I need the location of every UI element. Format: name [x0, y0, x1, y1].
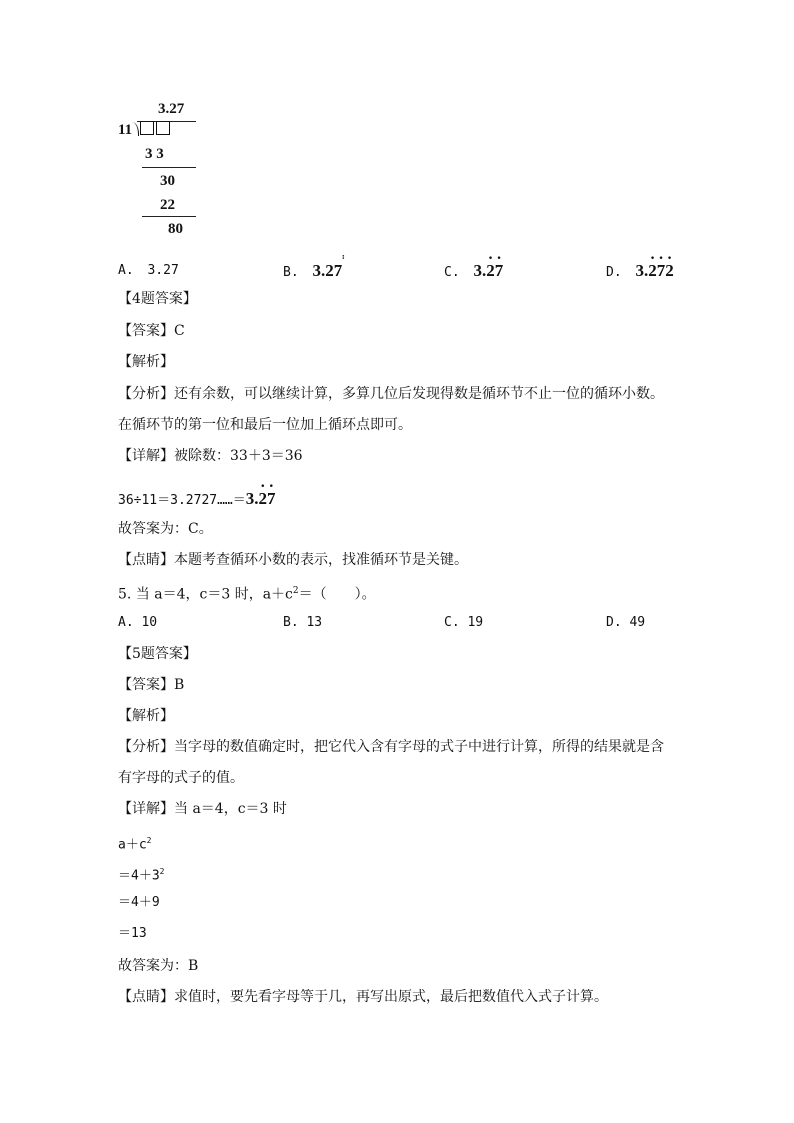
q4-comment: 【点睛】本题考查循环小数的表示，找准循环节是关键。	[118, 552, 468, 568]
q5-analysis-header: 【解析】	[118, 708, 174, 724]
q4-conclusion: 故答案为：C。	[118, 521, 213, 537]
division-step1: 3 3	[145, 146, 164, 162]
q5-conclusion: 故答案为：B	[118, 958, 199, 974]
q4-option-a	[118, 262, 179, 280]
option-label: B.	[283, 265, 299, 280]
dotted-digit: 2 ·	[259, 490, 268, 508]
option-label: C.	[444, 265, 460, 280]
q5-analysis-line2: 有字母的式子的值。	[118, 770, 244, 786]
exponent: 2	[146, 836, 152, 845]
dotted-digit: 7 ¨	[334, 262, 343, 280]
q5-analysis-line1: 【分析】当字母的数值确定时，把它代入含有字母的式子中进行计算，所得的结果就是含	[118, 739, 664, 755]
q5-comment: 【点睛】求值时，要先看字母等于几，再写出原式，最后把数值代入式子计算。	[118, 989, 608, 1005]
q4-detail: 【详解】被除数：33＋3＝36	[118, 448, 303, 464]
q5-step4: ＝13	[118, 926, 147, 941]
q4-answer-header: 【4题答案】	[118, 291, 197, 307]
q5-option-c: C. 19	[444, 615, 484, 630]
option-value: 3.27 ¨	[312, 261, 342, 280]
calc-result: 3.2 ·7 ·	[246, 489, 276, 508]
q4-analysis-header: 【解析】	[118, 354, 174, 370]
q5-detail: 【详解】当 a＝4，c＝3 时	[118, 801, 287, 817]
dotted-digit: 7 ·	[657, 262, 666, 280]
option-value: 3.27	[147, 263, 179, 278]
division-divisor: 11	[118, 122, 133, 138]
q4-option-c	[444, 262, 503, 282]
dotted-digit: 7 ·	[495, 262, 504, 280]
q4-analysis-line2: 在循环节的第一位和最后一位加上循环点即可。	[118, 417, 412, 433]
dotted-digit: 2 ·	[648, 262, 657, 280]
q5-answer: 【答案】B	[118, 677, 185, 693]
dividend-boxes	[140, 121, 172, 139]
division-rem2: 80	[168, 221, 183, 237]
q5-option-b: B. 13	[283, 615, 323, 630]
dotted-digit: 7 ·	[267, 490, 276, 508]
q5-answer-header: 【5题答案】	[118, 646, 197, 662]
q5-step2: $=4+3^2$	[118, 867, 165, 884]
option-value: 3.2 ·7 ·	[473, 261, 503, 280]
q5-option-d: D. 49	[606, 615, 646, 630]
q5-step1: $a+c^2$	[118, 836, 152, 853]
calc-text: 36÷11＝3.2727……＝	[118, 493, 246, 508]
dotted-digit: 2 ·	[486, 262, 495, 280]
q4-option-d	[606, 262, 674, 282]
division-bracket	[132, 122, 139, 136]
division-step2: 22	[160, 197, 175, 213]
q5-question: 5. 当 a＝4，c＝3 时，$a+c^2=$（ ）。	[118, 586, 376, 603]
option-value: 3.2 ·7 ·2 ·	[635, 261, 673, 280]
division-line2	[142, 216, 196, 217]
option-label: A.	[118, 263, 134, 278]
division-rem1: 30	[160, 173, 175, 189]
division-line1	[142, 167, 196, 168]
q4-analysis-line1: 【分析】还有余数，可以继续计算，多算几位后发现得数是循环节不止一位的循环小数。	[118, 386, 664, 402]
q4-answer: 【答案】C	[118, 323, 185, 339]
q5-step3: ＝4＋9	[118, 895, 160, 910]
exponent: 2	[292, 586, 299, 596]
dotted-digit: 2 ·	[665, 262, 674, 280]
q5-option-a: A. 10	[118, 615, 158, 630]
q4-calculation	[118, 490, 276, 510]
option-label: D.	[606, 265, 622, 280]
exponent: 2	[159, 867, 165, 876]
division-quotient: 3.27	[158, 101, 185, 117]
q4-option-b	[283, 262, 342, 282]
